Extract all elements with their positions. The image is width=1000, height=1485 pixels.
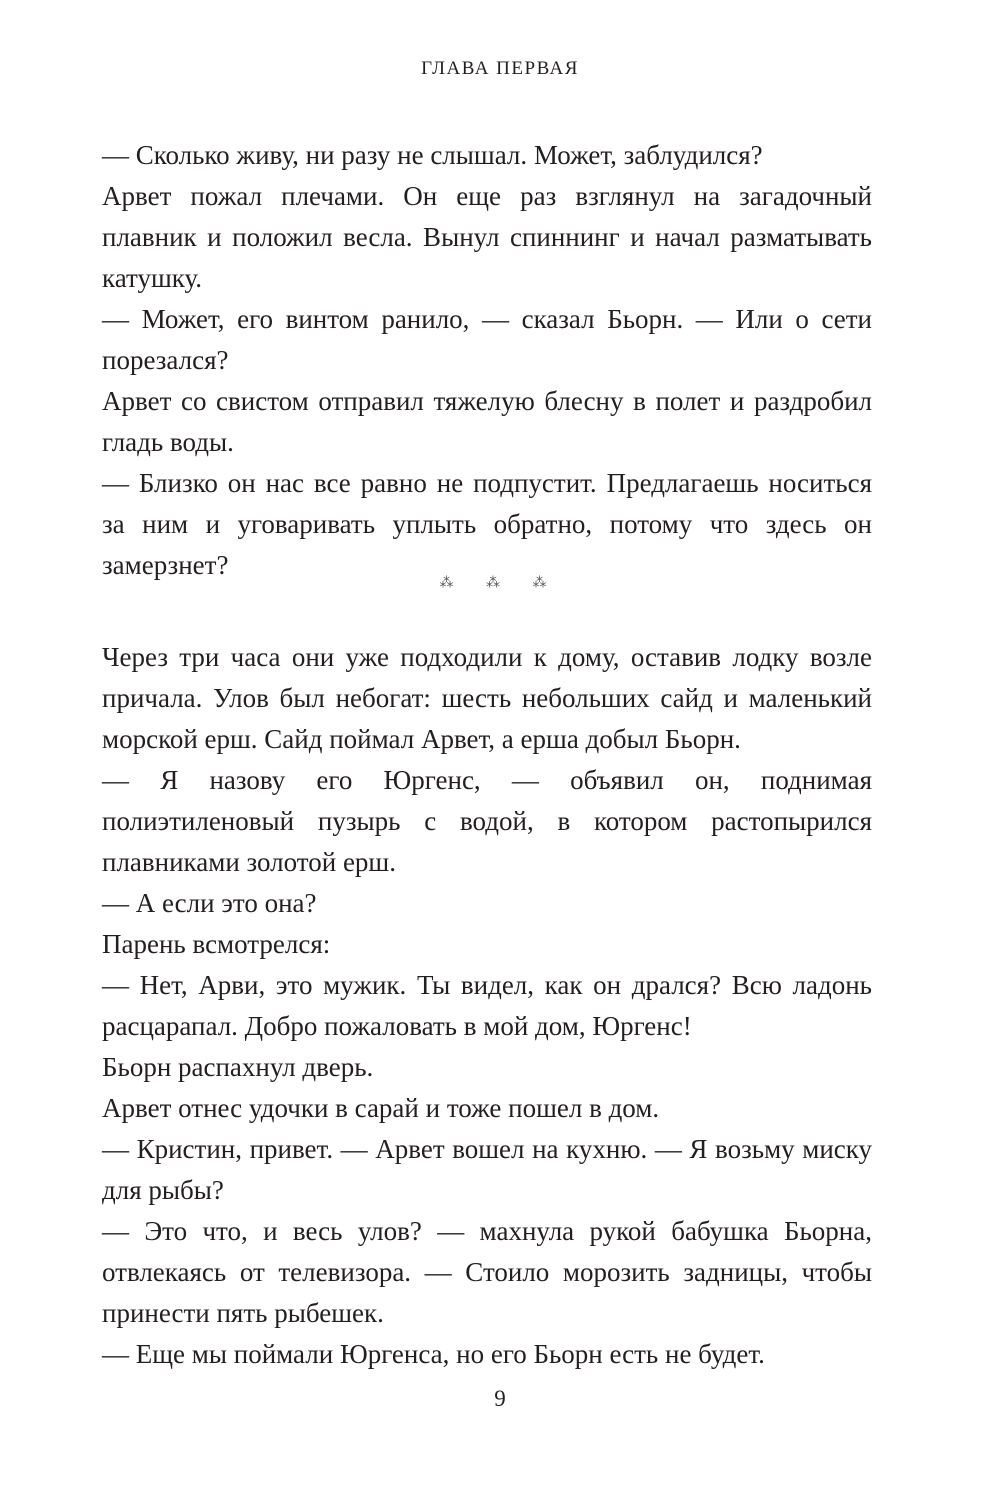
paragraph: — Сколько живу, ни разу не слышал. Может, заблудился? <box>102 140 763 170</box>
paragraph: — Еще мы поймали Юргенса, но его Бьорн есть не будет. <box>102 1339 765 1369</box>
page-number: 9 <box>494 1386 506 1411</box>
text-section-2 <box>102 637 872 1375</box>
running-title: ГЛАВА ПЕРВАЯ <box>421 58 579 79</box>
paragraph: Арвет со свистом отправил тяжелую блесну в полет и раздробил гладь воды. <box>102 386 872 457</box>
paragraph: Бьорн распахнул дверь. <box>102 1052 374 1082</box>
paragraph: — Близко он нас все равно не подпустит. Предлагаешь носиться за ним и уговаривать уплыть обратно, потому что здесь он замерзнет? <box>102 468 872 580</box>
paragraph: — Я назову его Юргенс, — объявил он, поднимая полиэтиленовый пузырь с водой, в котором растопырился плавниками золотой ерш. <box>102 765 872 877</box>
paragraph: Через три часа они уже подходили к дому, оставив лодку возле причала. Улов был небогат: шесть небольших сайд и маленький морской ерш. Сайд поймал Арвет, а ерша добыл Бьорн. <box>102 642 872 754</box>
paragraph: Арвет пожал плечами. Он еще раз взглянул на загадочный плавник и положил весла. Вынул спиннинг и начал разматывать катушку. <box>102 181 872 293</box>
paragraph: Парень всмотрелся: <box>102 929 331 959</box>
paragraph: — Может, его винтом ранило, — сказал Бьорн. — Или о сети порезался? <box>102 304 872 375</box>
paragraph: — Кристин, привет. — Арвет вошел на кухню. — Я возьму миску для рыбы? <box>102 1134 872 1205</box>
paragraph: — А если это она? <box>102 888 317 918</box>
paragraph: — Нет, Арви, это мужик. Ты видел, как он дрался? Всю ладонь расцарапал. Добро пожаловать в мой дом, Юргенс! <box>102 970 872 1041</box>
scene-break-ornament: ⁂ ⁂ ⁂ <box>439 575 561 591</box>
paragraph: Арвет отнес удочки в сарай и тоже пошел в дом. <box>102 1093 660 1123</box>
text-section-1 <box>102 135 872 586</box>
paragraph: — Это что, и весь улов? — махнула рукой бабушка Бьорна, отвлекаясь от телевизора. — Стоило морозить задницы, чтобы принести пять рыбешек. <box>102 1216 872 1328</box>
